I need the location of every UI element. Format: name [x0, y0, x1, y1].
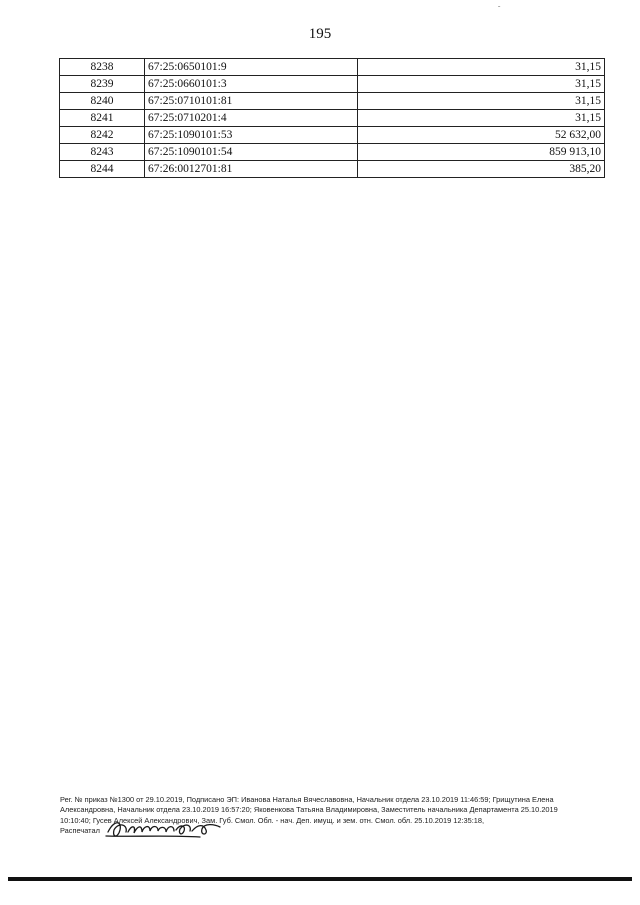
value-cell: 52 632,00 — [358, 127, 605, 144]
handwritten-signature — [104, 816, 224, 842]
printed-by-label: Распечатал — [60, 825, 100, 835]
cadastral-number-cell: 67:25:0710101:81 — [145, 93, 358, 110]
table-row — [60, 76, 605, 93]
footer-line: Рег. № приказ №1300 от 29.10.2019, Подписано ЭП: Иванова Наталья Вячеславовна, Начальник отдела 23.10.2019 11:46:59; Грищутина Елена — [60, 795, 554, 804]
table-row — [60, 110, 605, 127]
footer-line: Александровна, Начальник отдела 23.10.2019 16:57:20; Яковенкова Татьяна Владимировна, Заместитель начальника Департамента 25.10.2019 — [60, 805, 558, 815]
table-row — [60, 127, 605, 144]
scan-speck: ˇ — [498, 5, 501, 13]
row-number-cell: 8244 — [60, 161, 145, 178]
value-cell: 31,15 — [358, 59, 605, 76]
table-row — [60, 144, 605, 161]
signature-footer — [60, 795, 600, 840]
value-cell: 859 913,10 — [358, 144, 605, 161]
value-cell: 31,15 — [358, 93, 605, 110]
row-number-cell: 8239 — [60, 76, 145, 93]
value-cell: 31,15 — [358, 76, 605, 93]
value-cell: 385,20 — [358, 161, 605, 178]
cadastral-number-cell: 67:25:1090101:53 — [145, 127, 358, 144]
bottom-rule — [8, 877, 632, 881]
row-number-cell: 8241 — [60, 110, 145, 127]
table-row — [60, 161, 605, 178]
row-number-cell: 8240 — [60, 93, 145, 110]
cadastral-number-cell: 67:25:0660101:3 — [145, 76, 358, 93]
footer-line: 10:10:40; Гусев Алексей Александрович, Зам. Губ. Смол. Обл. - нач. Деп. имущ. и зем. отн. Смол. обл. 25.10.2019 12:35:18, — [60, 815, 485, 825]
page-number: 195 — [308, 26, 332, 42]
value-cell: 31,15 — [358, 110, 605, 127]
printed-by-line — [60, 826, 600, 840]
row-number-cell: 8242 — [60, 127, 145, 144]
cadastral-number-cell: 67:26:0012701:81 — [145, 161, 358, 178]
registry-table — [59, 58, 605, 178]
cadastral-number-cell: 67:25:0650101:9 — [145, 59, 358, 76]
cadastral-number-cell: 67:25:0710201:4 — [145, 110, 358, 127]
table-row — [60, 93, 605, 110]
cadastral-number-cell: 67:25:1090101:54 — [145, 144, 358, 161]
row-number-cell: 8243 — [60, 144, 145, 161]
table-row — [60, 59, 605, 76]
row-number-cell: 8238 — [60, 59, 145, 76]
